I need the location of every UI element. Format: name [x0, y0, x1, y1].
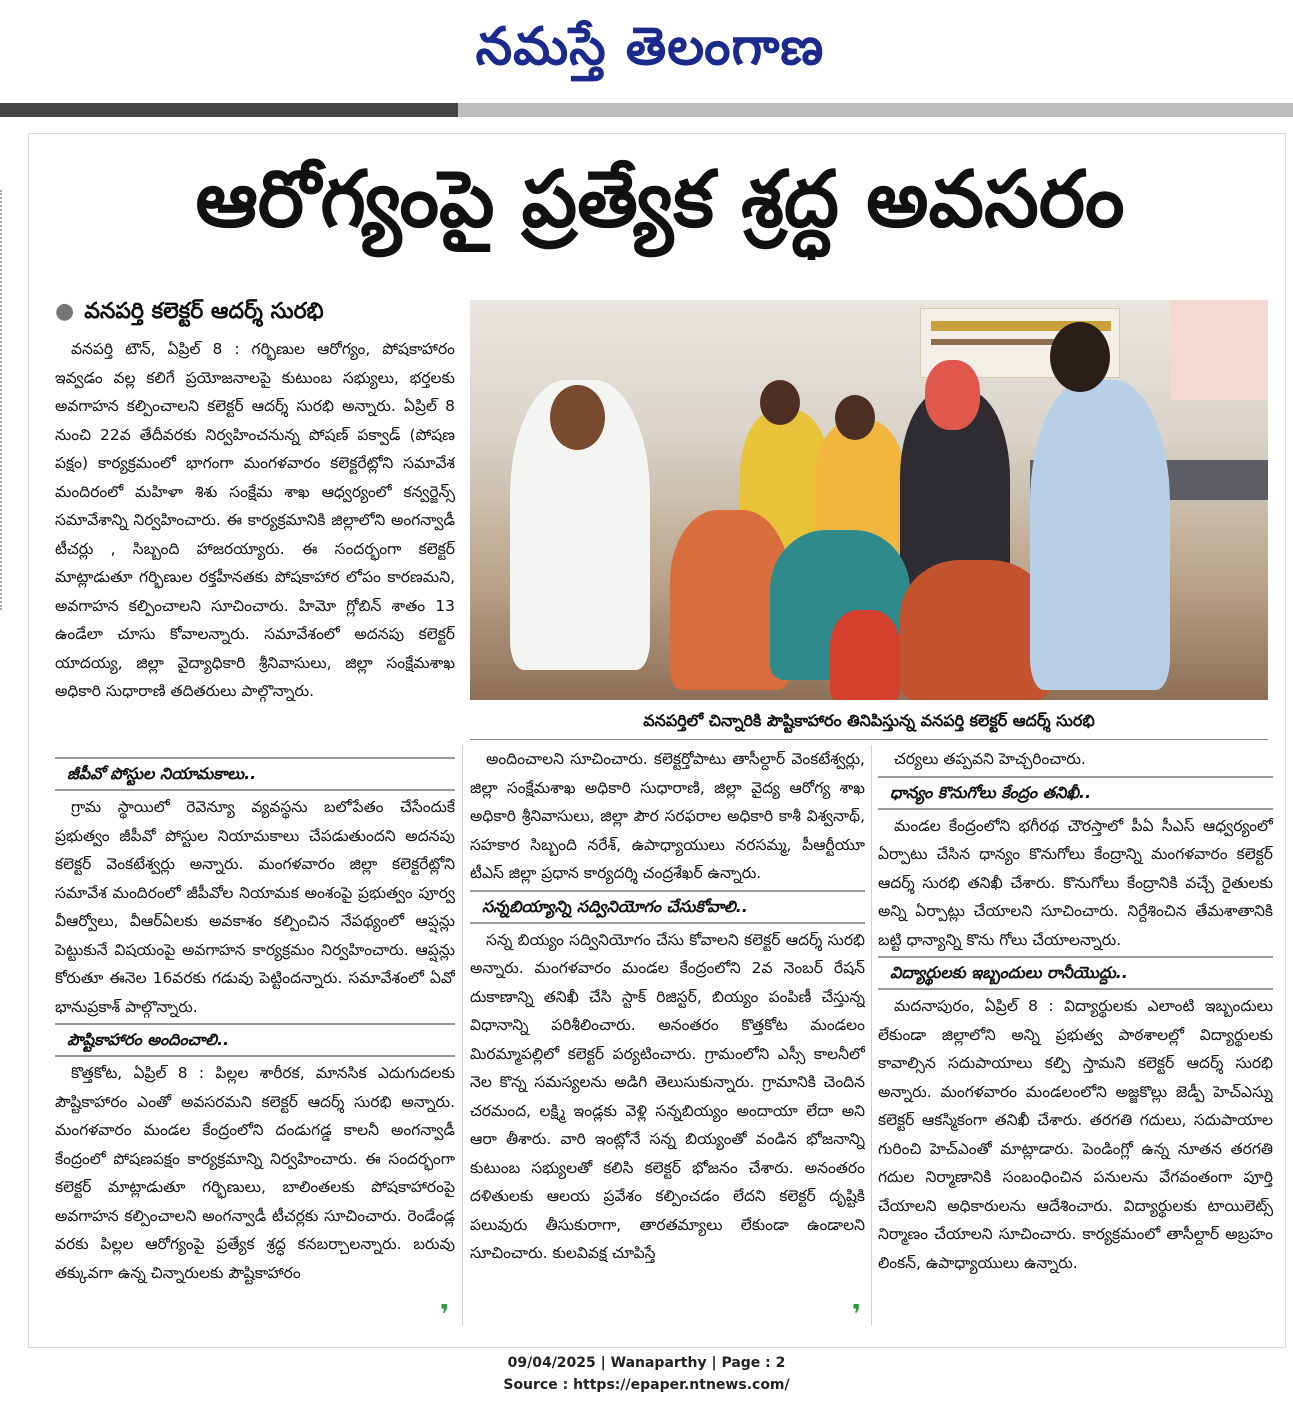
column-1-lead	[55, 335, 455, 755]
masthead-rule-dark	[0, 103, 458, 117]
column-3	[878, 745, 1273, 1323]
continue-mark-icon: ❜	[440, 1300, 450, 1330]
footer-source: Source : https://epaper.ntnews.com/	[503, 1377, 790, 1393]
masthead-rule-light	[458, 103, 1293, 117]
section-body: సన్న బియ్యం సద్వినియోగం చేసు కోవాలని కలెక్టర్ ఆదర్శ్ సురభి అన్నారు. మంగళవారం మండల కేంద్రంలోని 2వ నెంబర్ రేషన్ దుకాణాన్ని తనిఖీ చేసి స్టాక్ రిజిస్టర్, బియ్యం పంపిణీ చేస్తున్న విధానాన్ని పరిశీలించారు. అనంతరం కొత్తకోట మండలం మిరమ్మాపల్లిలో కలెక్టర్ పర్యటించారు. గ్రామంలోని ఎస్సీ కాలనీలో నెల కొన్న సమస్యలను అడిగి తెలుసుకున్నారు. గ్రామానికి చెందిన చరమంద, లక్ష్మి ఇండ్లకు వెళ్లి సన్నబియ్యం అందాయా లేదా అని ఆరా తీశారు. వారి ఇంట్లోనే సన్న బియ్యంతో వండిన భోజనాన్ని కుటుంబ సభ్యులతో కలిసి కలెక్టర్ భోజనం చేశారు. అనంతరం దళితులకు ఆలయ ప్రవేశం కల్పించడం లేదని కలెక్టర్ దృష్టికి పలువురు తీసుకురాగా, తారతమ్యాలు లేకుండా ఉండాలని సూచించారు. కులవివక్ష చూపిస్తే	[470, 930, 865, 1262]
section-title: జీపీవో పోస్టుల నియామకాలు..	[55, 757, 455, 791]
column-divider	[871, 745, 872, 1325]
byline-text: వనపర్తి కలెక్టర్ ఆదర్శ్ సురభి	[84, 299, 324, 324]
column-1-sections	[55, 755, 455, 1303]
photo-person	[1030, 380, 1170, 690]
photo-poster	[1170, 300, 1268, 400]
newspaper-logo: నమస్తే తెలంగాణ	[475, 17, 825, 77]
photo-person-head	[1050, 322, 1110, 392]
page-footer	[0, 1352, 1293, 1402]
section-body: మదనాపురం, ఏప్రిల్ 8 : విద్యార్థులకు ఎలాంటి ఇబ్బందులు లేకుండా జిల్లాలోని అన్ని ప్రభుత్వ పాఠశాలల్లో విద్యార్థులకు కావాల్సిన సదుపాయాలు కల్పి స్తామని కలెక్టర్ ఆదర్శ్ సురభి అన్నారు. మంగళవారం మండలంలోని అజ్జకొల్లు జెడ్పీ హెచ్ఎస్ను కలెక్టర్ ఆకస్మికంగా తనిఖీ చేశారు. తరగతి గదులు, సదుపాయాల గురించి హెచ్ఎంతో మాట్లాడారు. పెండింగ్లో ఉన్న నూతన తరగతి గదుల నిర్మాణానికి సంబంధించిన పనులను వేగవంతంగా పూర్తి చేయాలని అధికారులను ఆదేశించారు. విద్యార్థులకు టాయిలెట్స్ నిర్మాణం చేయాలని సూచించారు. కార్యక్రమంలో తాసీల్దార్ అబ్రహం లింకన్, ఉపాధ్యాయులు ఉన్నారు.	[878, 997, 1273, 1272]
article-byline	[55, 292, 455, 332]
photo-caption: వనపర్తిలో చిన్నారికి పౌష్టికాహారం తినిపిస్తున్న వనపర్తి కలెక్టర్ ఆదర్శ్ సురభి	[470, 702, 1268, 740]
section-title: విద్యార్థులకు ఇబ్బందులు రానీయొద్దు..	[878, 956, 1273, 990]
page-edge-marks	[0, 190, 10, 610]
column-2	[470, 745, 865, 1323]
section-body: గ్రామ స్థాయిలో రెవెన్యూ వ్యవస్థను బలోపేతం చేసేందుకే ప్రభుత్వం జీపీవో పోస్టుల నియామకాలు చేపడుతుందని అదనపు కలెక్టర్ వెంకటేశ్వర్లు అన్నారు. మంగళవారం జిల్లా కలెక్టరేట్లోని సమావేశ మందిరంలో జీపీవోల నియామక అంశంపై ప్రభుత్వం పూర్వ వీఆర్వోలు, వీఆర్ఏలకు అవకాశం కల్పించిన నేపథ్యంలో ఆప్షన్లు పెట్టుకునే విషయంపై అవగాహన కార్యక్రమం నిర్వహించారు. ఆప్షన్లు కోరుతూ ఈనెల 16వరకు గడువు పెట్టిందన్నారు. సమావేశంలో ఏవో భానుప్రకాశ్ పాల్గొన్నారు.	[55, 798, 455, 1016]
article-headline: ఆరోగ్యంపై ప్రత్యేక శ్రద్ధ అవసరం	[195, 155, 1125, 245]
photo-person-head	[550, 385, 605, 450]
photo-child	[830, 610, 900, 700]
continued-paragraph: చర్యలు తప్పవని హెచ్చరించారు.	[894, 750, 1086, 768]
photo-person-head	[760, 380, 800, 425]
section-title: పౌష్టికాహారం అందించాలి..	[55, 1023, 455, 1057]
article-photo	[470, 300, 1268, 700]
section-body: మండల కేంద్రంలోని భగీరథ చౌరస్తాలో పీఏ సీఎస్ ఆధ్వర్యంలో ఏర్పాటు చేసిన ధాన్యం కొనుగోలు కేంద్రాన్ని మంగళవారం కలెక్టర్ ఆదర్శ్ సురభి తనిఖీ చేశారు. కొనుగోలు కేంద్రానికి వచ్చే రైతులకు అన్ని ఏర్పాట్లు చేయాలని సూచించారు. నిర్దేశించిన తేమశాతానికి బట్టి ధాన్యాన్ని కొను గోలు చేయాలన్నారు.	[878, 816, 1273, 949]
continued-paragraph: అందించాలని సూచించారు. కలెక్టర్తోపాటు తాసీల్దార్ వెంకటేశ్వర్లు, జిల్లా సంక్షేమశాఖ అధికారి సుధారాణి, జిల్లా వైద్య ఆరోగ్య శాఖ అధికారి శ్రీనివాసులు, జిల్లా పౌర సరఫరాల అధికారి కాశీ విశ్వనాథ్, సహకార సిబ్బంది నరేశ్, ఉపాధ్యాయులు నరసమ్మ, పీఆర్టీయూ టీఎస్ జిల్లా ప్రధాన కార్యదర్శి చంద్రశేఖర్ ఉన్నారు.	[470, 750, 865, 882]
photo-person	[900, 560, 1050, 700]
continue-mark-icon: ❜	[852, 1300, 862, 1330]
lead-paragraph: వనపర్తి టౌన్, ఏప్రిల్ 8 : గర్భిణుల ఆరోగ్యం, పోషకాహారం ఇవ్వడం వల్ల కలిగే ప్రయోజనాలపై కుటుంబ సభ్యులు, భర్తలకు అవగాహన కల్పించాలని కలెక్టర్ ఆదర్శ్ సురభి అన్నారు. ఏప్రిల్ 8 నుంచి 22వ తేదీవరకు నిర్వహించనున్న పోషణ్ పక్వాడ్ (పోషణ పక్షం) కార్యక్రమంలో భాగంగా మంగళవారం కలెక్టరేట్లోని సమావేశ మందిరంలో మహిళా శిశు సంక్షేమ శాఖ ఆధ్వర్యంలో కన్వర్జెన్స్ సమావేశాన్ని నిర్వహించారు. ఈ కార్యక్రమానికి జిల్లాలోని అంగన్వాడీ టీచర్లు , సిబ్బంది హాజరయ్యారు. ఈ సందర్భంగా కలెక్టర్ మాట్లాడుతూ గర్భిణుల రక్తహీనతకు పోషకాహార లోపం కారణమని, అవగాహన కల్పించాలని సూచించారు. హిమో గ్లోబిన్ శాతం 13 ఉండేలా చూసు కోవాలన్నారు. సమావేశంలో అదనపు కలెక్టర్ యాదయ్య, జిల్లా వైద్యాధికారి శ్రీనివాసులు, జిల్లా సంక్షేమశాఖ అధికారి సుధారాణి తదితరులు పాల్గొన్నారు.	[55, 340, 455, 700]
section-body: కొత్తకోట, ఏప్రిల్ 8 : పిల్లల శారీరక, మానసిక ఎదుగుదలకు పౌష్టికాహారం ఎంతో అవసరమని కలెక్టర్ ఆదర్శ్ సురభి అన్నారు. మంగళవారం మండల కేంద్రంలోని దండుగడ్డ కాలనీ అంగన్వాడీ కేంద్రంలో పోషణపక్షం కార్యక్రమాన్ని నిర్వహించారు. ఈ సందర్భంగా కలెక్టర్ మాట్లాడుతూ గర్భిణులు, బాలింతలకు పోషకాహారంపై అవగాహన కల్పించాలని అంగన్వాడీ టీచర్లకు సూచించారు. రెండేండ్ల వరకు పిల్లల ఆరోగ్యంపై ప్రత్యేక శ్రద్ధ కనబర్చాలన్నారు. బరువు తక్కువగా ఉన్న చిన్నారులకు పౌష్టికాహారం	[55, 1064, 455, 1282]
section-title: సన్నబియ్యాన్ని సద్వినియోగం చేసుకోవాలి..	[470, 890, 865, 924]
footer-date-page: 09/04/2025 | Wanaparthy | Page : 2	[507, 1355, 786, 1371]
photo-person-head	[925, 360, 980, 430]
column-divider	[462, 745, 463, 1325]
section-title: ధాన్యం కొనుగోలు కేంద్రం తనిఖీ..	[878, 776, 1273, 810]
photo-person-head	[835, 395, 875, 440]
masthead	[0, 0, 1293, 100]
bullet-icon: ●	[55, 299, 75, 324]
